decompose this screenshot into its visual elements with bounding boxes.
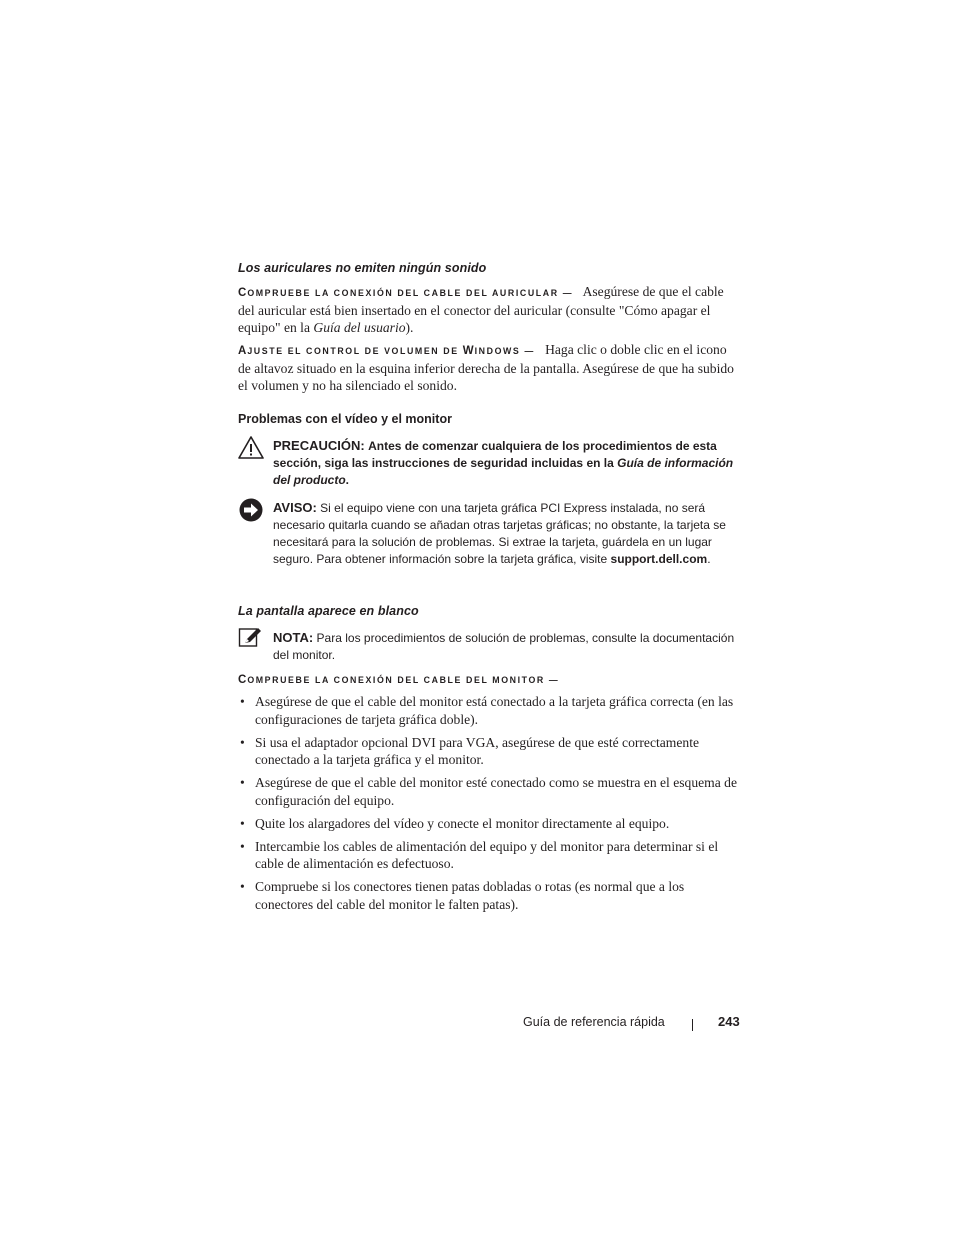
list-item: • Asegúrese de que el cable del monitor esté conectado como se muestra en el esquema de configuración del equipo. xyxy=(240,775,738,808)
notice-label: AVISO: xyxy=(273,500,317,515)
list-item: • Asegúrese de que el cable del monitor está conectado a la tarjeta gráfica correcta (en las configuraciones de tarjeta gráfica doble). xyxy=(240,694,734,727)
notice-block xyxy=(238,496,738,586)
footer-guide-title: Guía de referencia rápida xyxy=(523,1015,665,1029)
reference-title: Guía de información del producto xyxy=(273,456,734,487)
caution-text: PRECAUCIÓN: Antes de comenzar cualquiera de los procedimientos de esta sección, siga las instrucciones de seguridad incluidas en la Guía de información del producto. xyxy=(273,438,734,487)
list-item: • Intercambie los cables de alimentación del equipo y del monitor para determinar si el cable de alimentación es defectuoso. xyxy=(240,838,719,871)
paragraph-lead: COMPRUEBE LA CONEXIÓN DEL CABLE DEL MONITOR — xyxy=(238,674,560,686)
list-item: • Si usa el adaptador opcional DVI para VGA, asegúrese de que esté correctamente conectado a la tarjeta gráfica y el monitor. xyxy=(240,734,700,767)
check-monitor-cable-heading xyxy=(238,670,738,689)
pencil-note-icon xyxy=(238,626,264,652)
paragraph-text: Asegúrese de que el cable del auricular está bien insertado en el conector del auricular (consulte "Cómo apagar el equipo" en la xyxy=(238,284,724,335)
reference-title: Guía del usuario xyxy=(313,320,406,335)
warning-triangle-icon xyxy=(238,435,264,461)
notice-text: AVISO: Si el equipo viene con una tarjeta gráfica PCI Express instalada, no será necesario quitarla cuando se añadan otras tarjetas gráficas; no obstante, la tarjeta se necesitará para la solución de problemas. Si extrae la tarjeta, guárdela en un lugar seguro. Para obtener información sobre la tarjeta gráfica, visite support.dell.com. xyxy=(273,500,726,566)
monitor-checklist xyxy=(238,693,738,919)
page-number: 243 xyxy=(718,1014,740,1029)
note-block xyxy=(238,627,738,663)
note-text: NOTA: Para los procedimientos de solución de problemas, consulte la documentación del monitor. xyxy=(273,630,735,662)
notice-arrow-icon xyxy=(238,497,264,523)
list-item: • Compruebe si los conectores tienen patas dobladas o rotas (es normal que a los conectores del cable del monitor le falten patas). xyxy=(240,879,685,912)
support-link[interactable]: support.dell.com xyxy=(610,552,708,566)
caution-block xyxy=(238,435,738,491)
paragraph-check-headphone-cable: COMPRUEBE LA CONEXIÓN DEL CABLE DEL AURICULAR — Asegúrese de que el cable del auricular está bien insertado en el conector del auricular (consulte "Cómo apagar el equipo" en la Guía del usuario). xyxy=(238,284,724,335)
paragraph-lead: COMPRUEBE LA CONEXIÓN DEL CABLE DEL AURICULAR — xyxy=(238,287,574,299)
section-heading-blank-screen: La pantalla aparece en blanco xyxy=(238,604,419,618)
footer-divider xyxy=(692,1019,693,1031)
paragraph-text: Haga clic o doble clic en el icono de altavoz situado en la esquina inferior derecha de la pantalla. Asegúrese de que ha subido el volumen y no ha silenciado el sonido. xyxy=(238,342,734,393)
paragraph-lead: AJUSTE EL CONTROL DE VOLUMEN DE WINDOWS — xyxy=(238,345,535,357)
list-item: • Quite los alargadores del vídeo y conecte el monitor directamente al equipo. xyxy=(240,815,670,831)
paragraph-adjust-volume xyxy=(238,341,738,394)
caution-label: PRECAUCIÓN: xyxy=(273,438,365,453)
section-heading-video: Problemas con el vídeo y el monitor xyxy=(238,412,452,426)
section-heading-headphones: Los auriculares no emiten ningún sonido xyxy=(238,261,487,275)
note-label: NOTA: xyxy=(273,630,314,645)
